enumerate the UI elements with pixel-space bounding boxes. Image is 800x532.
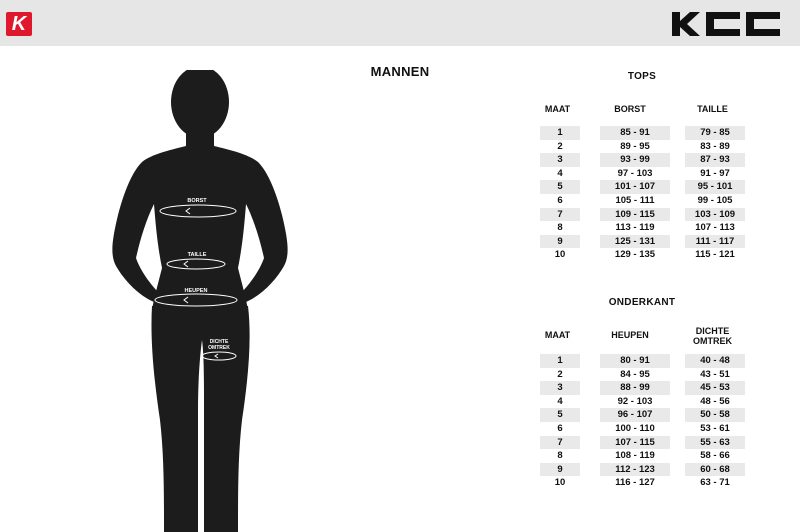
tops-cell: 109 - 115	[600, 208, 670, 222]
tops-cell: 79 - 85	[685, 126, 745, 140]
tops-cell: 1	[540, 126, 580, 140]
tops-size-table	[530, 104, 760, 262]
bottoms-cell: 55 - 63	[685, 436, 745, 450]
bottoms-cell: 6	[557, 422, 563, 434]
bottoms-cell: 3	[540, 381, 580, 395]
tops-table-row	[530, 221, 760, 235]
bottoms-cell: 84 - 95	[620, 368, 650, 380]
bottoms-cell: 8	[557, 450, 563, 462]
label-borst: BORST	[187, 198, 207, 204]
tops-cell: 125 - 131	[600, 235, 670, 249]
tops-cell: 103 - 109	[685, 208, 745, 222]
brand-k-logo[interactable]	[6, 12, 32, 36]
tops-cell: 3	[540, 153, 580, 167]
bottoms-header-dichte: DICHTE	[695, 326, 730, 336]
bottoms-table-row	[530, 422, 760, 436]
tops-cell: 95 - 101	[685, 180, 745, 194]
bottoms-cell: 40 - 48	[685, 354, 745, 368]
bottoms-title: ONDERKANT	[608, 297, 676, 308]
tops-header-borst: BORST	[614, 104, 646, 114]
kcc-logo[interactable]	[670, 9, 782, 39]
bottoms-table-row	[530, 381, 760, 395]
bottoms-table-row	[530, 408, 760, 422]
label-heupen: HEUPEN	[184, 288, 208, 294]
bottoms-cell: 96 - 107	[600, 408, 670, 422]
tops-table-row	[530, 153, 760, 167]
bottoms-cell: 53 - 61	[700, 422, 730, 434]
tops-title: TOPS	[627, 71, 657, 82]
bottoms-cell: 2	[557, 368, 563, 380]
tops-cell: 85 - 91	[600, 126, 670, 140]
bottoms-table-row	[530, 463, 760, 477]
header-bar	[0, 0, 800, 46]
tops-table-row	[530, 167, 760, 181]
tops-cell: 6	[557, 194, 563, 206]
tops-table-row	[530, 180, 760, 194]
bottoms-cell: 63 - 71	[700, 477, 730, 489]
tops-table-row	[530, 140, 760, 154]
tops-cell: 115 - 121	[695, 249, 735, 261]
tops-cell: 87 - 93	[685, 153, 745, 167]
tops-cell: 111 - 117	[685, 235, 745, 249]
tops-cell: 101 - 107	[600, 180, 670, 194]
bottoms-cell: 100 - 110	[615, 422, 655, 434]
bottoms-cell: 10	[554, 477, 566, 489]
bottoms-table-row	[530, 368, 760, 382]
tops-cell: 4	[557, 167, 563, 179]
tops-cell: 99 - 105	[697, 194, 733, 206]
label-taille: TAILLE	[187, 252, 207, 258]
tops-cell: 105 - 111	[615, 194, 655, 206]
bottoms-size-table	[530, 326, 760, 490]
tops-cell: 9	[540, 235, 580, 249]
tops-cell: 7	[540, 208, 580, 222]
bottoms-header-maat: MAAT	[544, 330, 571, 340]
bottoms-cell: 116 - 127	[615, 477, 655, 489]
tops-cell: 97 - 103	[617, 167, 653, 179]
tops-header-row	[530, 104, 760, 126]
bottoms-table-row	[530, 449, 760, 463]
tops-cell: 8	[557, 222, 563, 234]
tops-cell: 129 - 135	[614, 249, 656, 261]
tops-rows	[530, 126, 760, 262]
tops-cell: 5	[540, 180, 580, 194]
bottoms-table-row	[530, 395, 760, 409]
bottoms-cell: 45 - 53	[685, 381, 745, 395]
tops-cell: 113 - 119	[615, 222, 655, 234]
bottoms-cell: 1	[540, 354, 580, 368]
tops-table-row	[530, 126, 760, 140]
bottoms-cell: 112 - 123	[600, 463, 670, 477]
bottoms-cell: 9	[540, 463, 580, 477]
bottoms-cell: 60 - 68	[685, 463, 745, 477]
bottoms-table-row	[530, 354, 760, 368]
bottoms-table-row	[530, 476, 760, 490]
bottoms-cell: 7	[540, 436, 580, 450]
bottoms-header-row	[530, 326, 760, 354]
bottoms-cell: 92 - 103	[617, 395, 653, 407]
tops-header-maat: MAAT	[544, 104, 571, 114]
bottoms-cell: 43 - 51	[700, 368, 730, 380]
bottoms-table-row	[530, 436, 760, 450]
tops-cell: 107 - 113	[695, 222, 735, 234]
bottoms-cell: 4	[557, 395, 563, 407]
brand-k-letter: K	[11, 13, 27, 35]
label-omtrek: OMTREK	[208, 345, 230, 351]
tops-table-row	[530, 235, 760, 249]
bottoms-cell: 80 - 91	[600, 354, 670, 368]
bottoms-cell: 88 - 99	[600, 381, 670, 395]
tops-header-taille: TAILLE	[697, 104, 728, 114]
bottoms-cell: 50 - 58	[685, 408, 745, 422]
bottoms-cell: 107 - 115	[600, 436, 670, 450]
label-dichte: DICHTE	[209, 339, 229, 345]
bottoms-cell: 48 - 56	[700, 395, 730, 407]
tops-table-row	[530, 248, 760, 262]
bottoms-header-heupen: HEUPEN	[611, 330, 649, 340]
bottoms-cell: 58 - 66	[700, 450, 730, 462]
bottoms-header-omtrek: OMTREK	[693, 336, 732, 346]
tops-cell: 83 - 89	[700, 140, 730, 152]
tops-cell: 2	[557, 140, 563, 152]
bottoms-cell: 5	[540, 408, 580, 422]
tops-cell: 93 - 99	[600, 153, 670, 167]
tops-cell: 10	[554, 249, 566, 261]
tops-table-row	[530, 208, 760, 222]
bottoms-cell: 108 - 119	[615, 450, 655, 462]
bottoms-header-dichte-omtrek	[675, 326, 750, 346]
tops-cell: 91 - 97	[700, 167, 730, 179]
tops-cell: 89 - 95	[620, 140, 650, 152]
tops-table-row	[530, 194, 760, 208]
page-title: MANNEN	[370, 64, 430, 79]
body-silhouette	[100, 70, 300, 532]
bottoms-rows	[530, 354, 760, 490]
